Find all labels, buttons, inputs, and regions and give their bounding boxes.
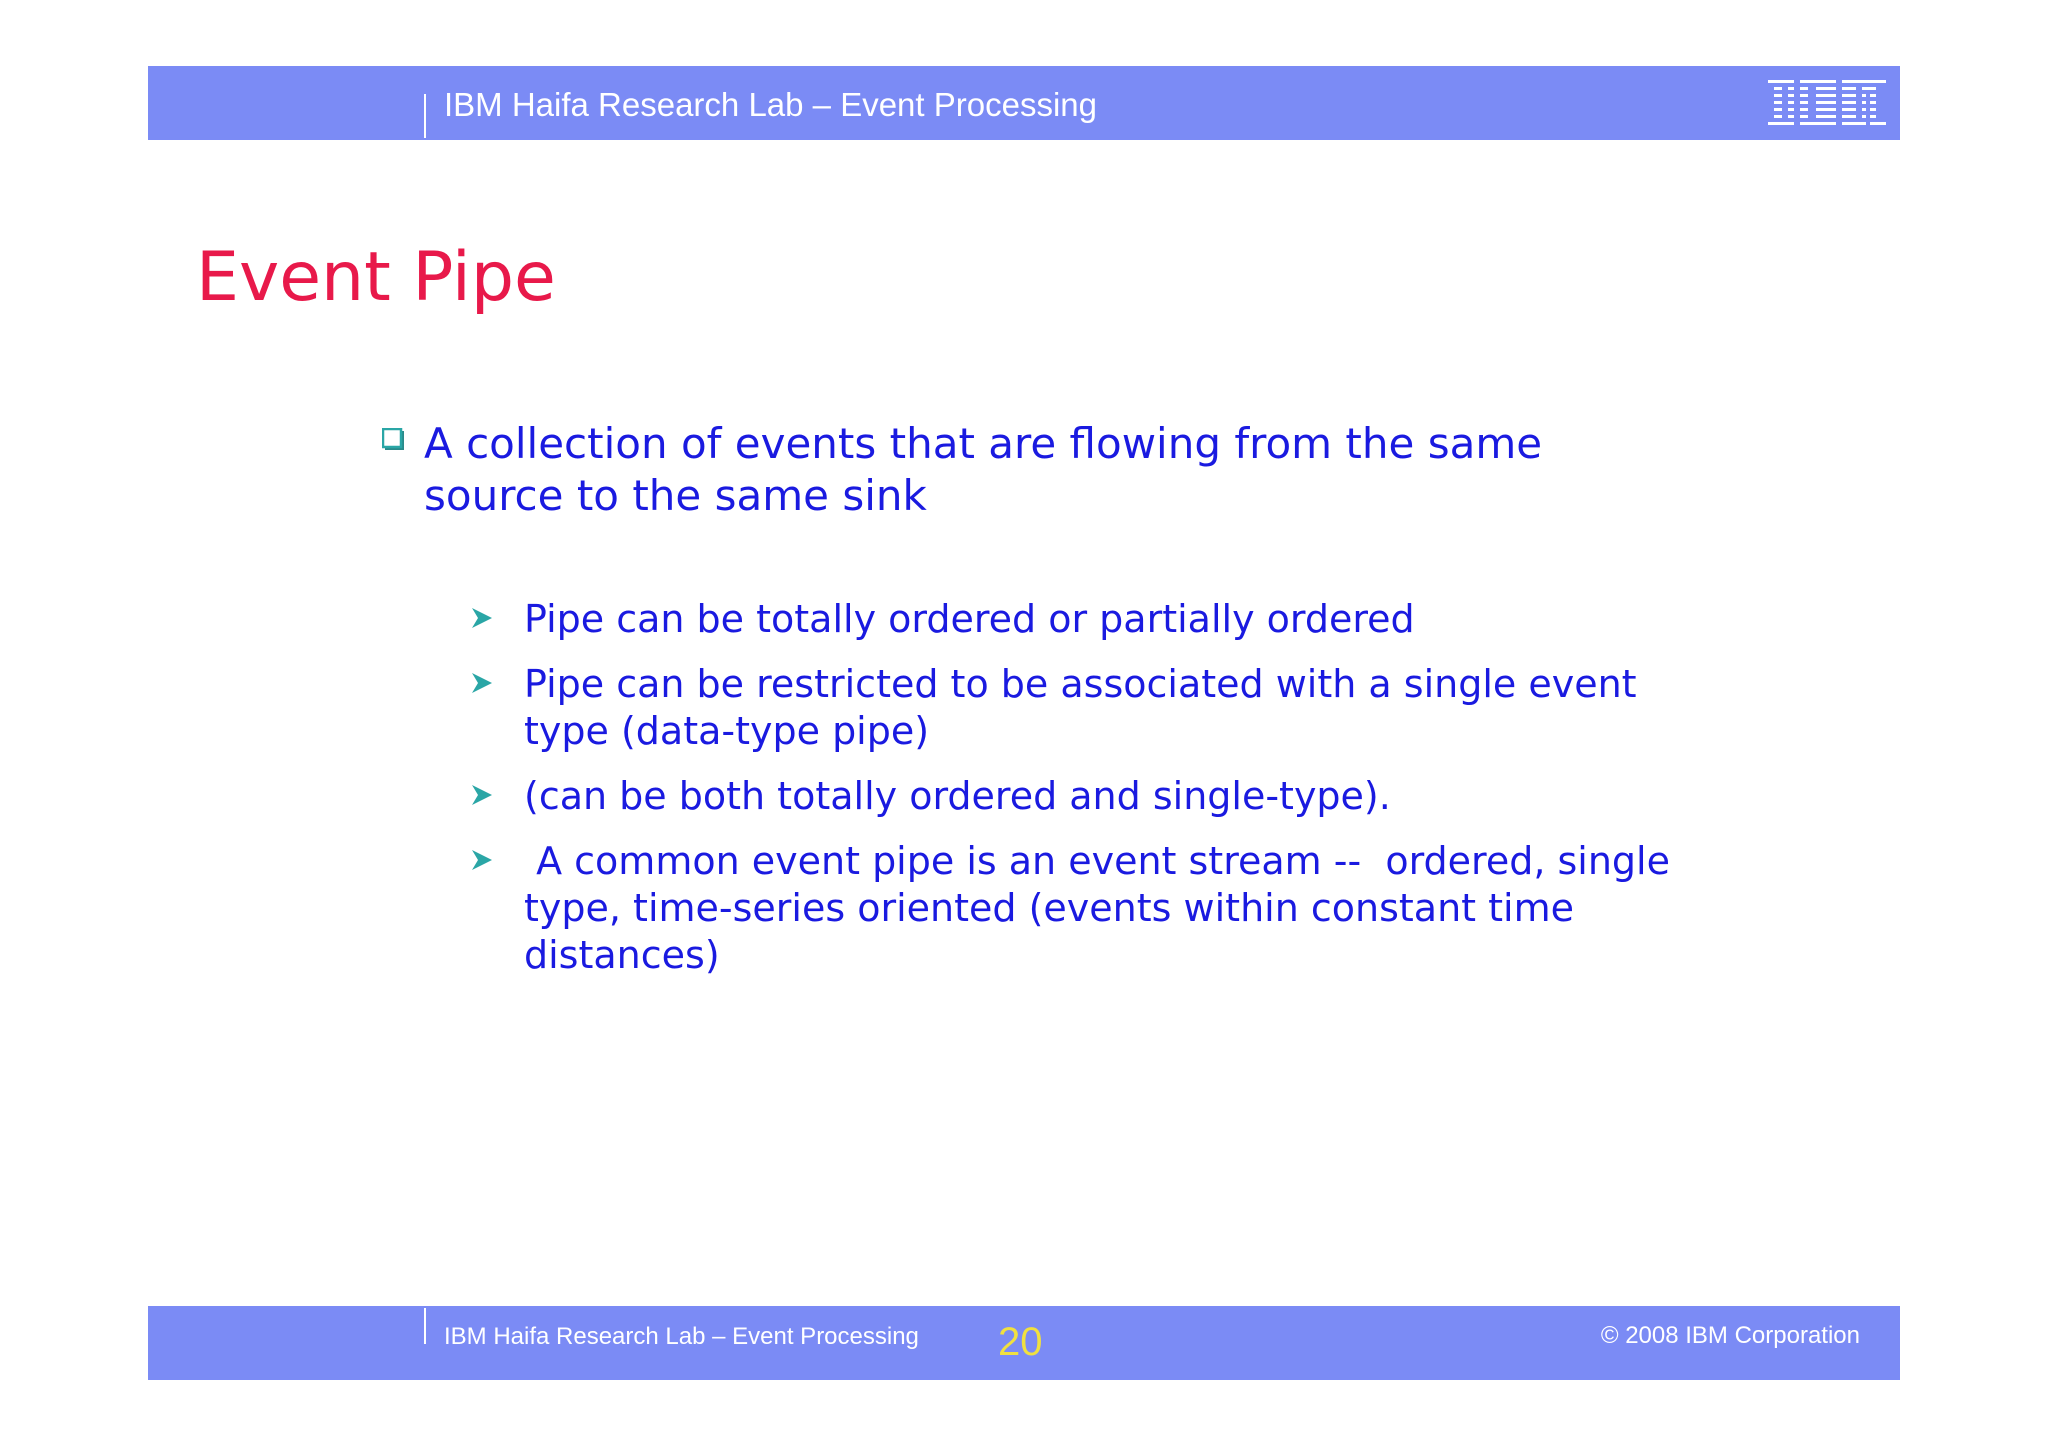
arrowhead-bullet-icon: [470, 606, 494, 630]
header-divider: [424, 94, 426, 138]
sub-bullet-item: [470, 596, 1730, 643]
sub-bullet-text: Pipe can be totally ordered or partially ordered: [524, 597, 1415, 641]
hollow-square-bullet-icon: [382, 428, 406, 452]
sub-bullet-text: A common event pipe is an event stream -- ordered, single type, time-series oriented (events within constant time distances): [524, 839, 1683, 977]
arrowhead-bullet-icon: [470, 671, 494, 695]
ibm-logo: [1768, 78, 1886, 126]
sub-bullet-text: Pipe can be restricted to be associated with a single event type (data-type pipe): [524, 662, 1649, 753]
footer-band: [148, 1306, 1900, 1380]
sub-bullet-text: (can be both totally ordered and single-type).: [524, 774, 1391, 818]
page-number: 20: [998, 1320, 1043, 1364]
copyright-notice: © 2008 IBM Corporation: [1600, 1322, 1860, 1349]
sub-bullet-item: [470, 838, 1730, 979]
footer-divider: [424, 1308, 426, 1344]
arrowhead-bullet-icon: [470, 783, 494, 807]
slide-title: Event Pipe: [196, 238, 556, 317]
sub-bullet-item: [470, 661, 1730, 755]
main-bullet: [382, 418, 1682, 522]
arrowhead-bullet-icon: [470, 848, 494, 872]
header-title: IBM Haifa Research Lab – Event Processing: [444, 86, 1097, 123]
header-band: [148, 66, 1900, 140]
main-bullet-text: A collection of events that are flowing from the same source to the same sink: [424, 419, 1543, 520]
footer-title: IBM Haifa Research Lab – Event Processing: [444, 1323, 919, 1350]
sub-bullet-item: [470, 773, 1730, 820]
sub-bullet-list: [470, 596, 1730, 997]
